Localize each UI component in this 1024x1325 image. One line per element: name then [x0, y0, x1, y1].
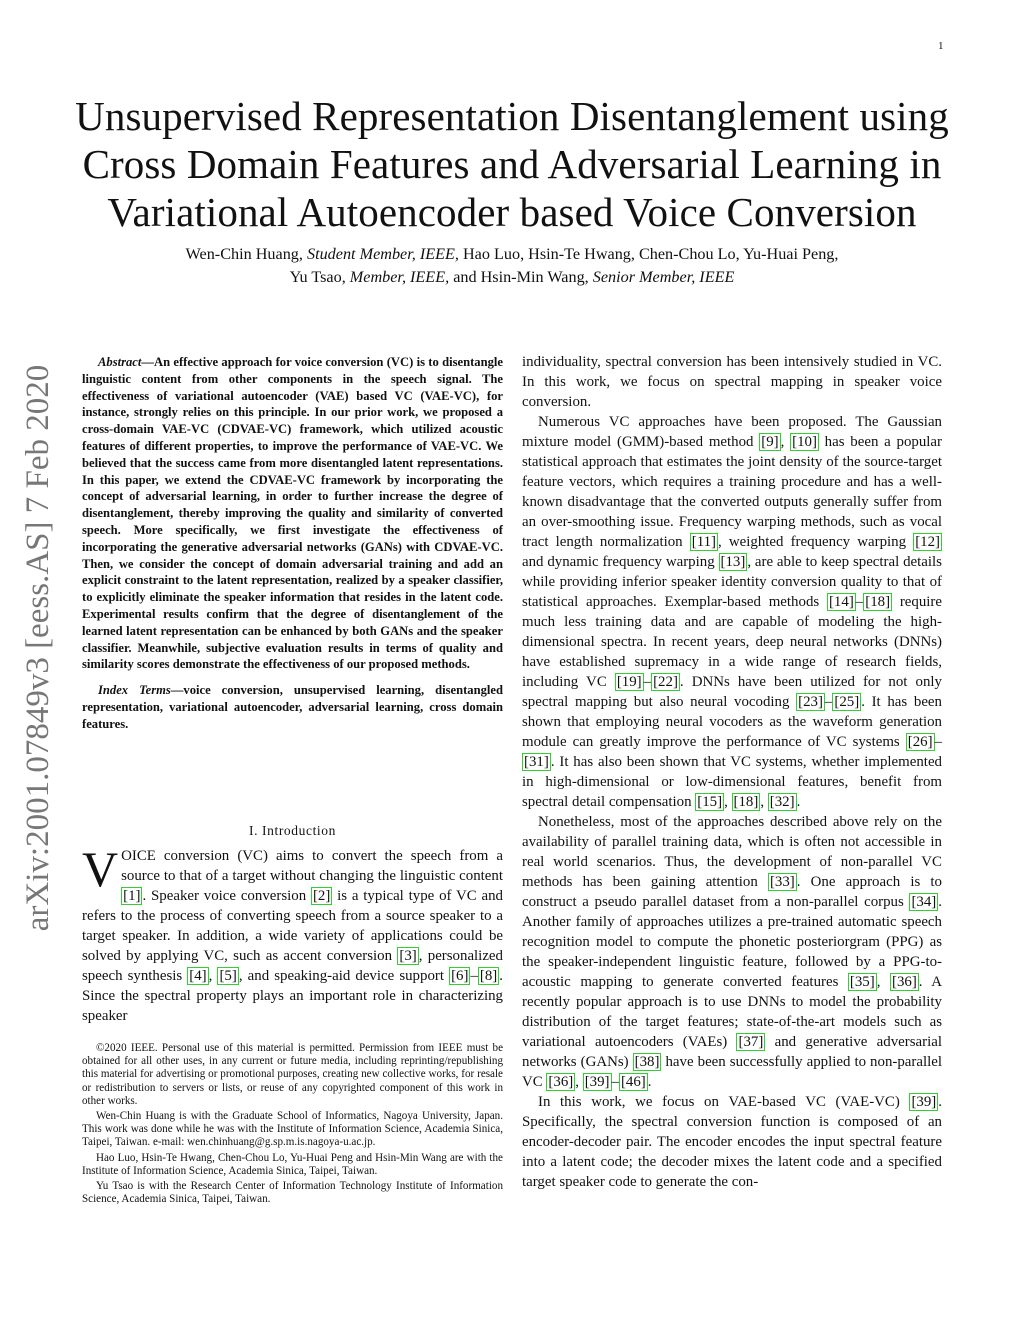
- body-text: ,: [760, 794, 768, 810]
- abstract-text: —An effective approach for voice conversion (VC) is to disentangle linguistic content from other components in the speech signal. The effectiveness of variational autoencoder (VAE) based VC (VAE-VC), for instance, strongly relies on this principle. In our prior work, we proposed a cross-domain VAE-VC (CDVAE-VC) framework, which utilized acoustic features of different properties, to improve the performance of VAE-VC. We believed that the success came from more disentangled latent representations. In this paper, we extend the CDVAE-VC framework by incorporating the concept of adversarial learning, in order to further increase the degree of disentanglement, thereby improving the quality and similarity of converted speech. More specifically, we first investigate the effectiveness of incorporating the generative adversarial networks (GANs) with CDVAE-VC. Then, we consider the concept of domain adversarial training and add an explicit constraint to the latent representation, realized by a speaker classifier, to explicitly eliminate the speaker information that resides in the latent code. Experimental results confirm that the degree of disentanglement of the learned latent representation can be enhanced by both GANs and the speaker classifier. Meanwhile, subjective evaluation results in terms of quality and similarity scores demonstrate the effectiveness of our proposed methods.: [82, 355, 503, 672]
- arxiv-identifier: arXiv:2001.07849v3 [eess.AS] 7 Feb 2020: [20, 364, 56, 932]
- index-terms-label: Index Terms: [98, 683, 171, 698]
- citation-link[interactable]: [6]: [451, 968, 469, 984]
- citation-link[interactable]: [2]: [312, 888, 331, 904]
- body-text: Numerous VC approaches have been proposed. The Gaussian mixture model (GMM)-based method: [522, 414, 942, 450]
- author-text: Wen-Chin Huang,: [185, 245, 307, 263]
- footnote-affiliation: Hao Luo, Hsin-Te Hwang, Chen-Chou Lo, Yu-Huai Peng and Hsin-Min Wang are with the Institute of Information Science, Academia Sinica, Taipei, Taiwan.: [82, 1151, 503, 1177]
- body-text: and dynamic frequency warping: [522, 554, 719, 570]
- body-text: ,: [724, 794, 732, 810]
- footnotes: [82, 1042, 503, 1208]
- body-text: –: [855, 594, 864, 610]
- citation-link[interactable]: [38]: [634, 1054, 660, 1070]
- citation-link[interactable]: [36]: [548, 1074, 574, 1090]
- citation-link[interactable]: [22]: [653, 674, 678, 690]
- abstract: [82, 354, 503, 733]
- author-list: [70, 243, 954, 289]
- citation-link[interactable]: [18]: [865, 594, 891, 610]
- author-membership: Senior Member, IEEE: [592, 268, 735, 286]
- body-text: is a typical type of VC and refers to the process of converting speech from a source speaker to a target speaker. In addition, a wide variety of applications could be solved by applying VC, such as accent conversion: [82, 888, 503, 964]
- footnote-affiliation: Wen-Chin Huang is with the Graduate School of Informatics, Nagoya University, Japan. This work was done while he was with the Institute of Information Science, Academia Sinica, Taipei, Taiwan. e-mail: wen.chinhuang@g.sp.m.is.nagoya-u.ac.jp.: [82, 1110, 503, 1149]
- body-text: –: [643, 674, 652, 690]
- citation-link[interactable]: [12]: [915, 534, 940, 550]
- body-text: In this work, we focus on VAE-based VC (VAE-VC): [538, 1094, 910, 1110]
- body-paragraph: individuality, spectral conversion has been intensively studied in VC. In this work, we focus on spectral mapping in speaker voice conversion.: [522, 354, 942, 410]
- body-text: , and speaking-aid device support: [238, 968, 450, 984]
- citation-link[interactable]: [19]: [616, 674, 642, 690]
- citation-link[interactable]: [31]: [524, 754, 549, 770]
- citation-link[interactable]: [4]: [189, 968, 207, 984]
- intro-paragraph: [82, 841, 504, 1026]
- author-membership: Student Member, IEEE,: [306, 245, 459, 263]
- citation-link[interactable]: [37]: [738, 1034, 764, 1050]
- arxiv-sidebar: [14, 348, 62, 948]
- body-text: have been successfully applied to non-parallel VC: [522, 1054, 942, 1090]
- body-text: . It has also been shown that VC systems, whether implemented in high-dimensional or low-dimensional features, benefit from spectral detail compensation: [522, 754, 942, 810]
- paper-title: Unsupervised Representation Disentanglement using Cross Domain Features and Adversarial Learning in Variational Autoencoder based Voice Conversion: [75, 93, 949, 235]
- body-text: . DNNs have been utilized for not only spectral mapping but also neural vocoding: [522, 674, 942, 710]
- author-membership: Member, IEEE,: [349, 268, 450, 286]
- body-text: .: [647, 1074, 652, 1090]
- body-text: . Specifically, the spectral conversion function is composed of an encoder-decoder pair. The encoder encodes the input spectral feature into a latent code; the decoder mixes the latent code and a specified target speaker code to generate the con-: [522, 1094, 942, 1190]
- citation-link[interactable]: [15]: [697, 794, 723, 810]
- dropcap: V: [82, 841, 119, 897]
- body-text: . Another family of approaches utilizes a pre-trained automatic speech recognition model to compute the phonetic posteriorgram (PPG) as the speaker-independent linguistic feature, followed by a PPG-to-acoustic mapping to generate converted features: [522, 894, 942, 990]
- citation-link[interactable]: [18]: [733, 794, 759, 810]
- body-text: , personalized speech synthesis: [82, 948, 503, 984]
- body-text: –: [470, 968, 478, 984]
- citation-link[interactable]: [8]: [479, 968, 498, 984]
- body-text: and generative adversarial networks (GANs): [522, 1034, 942, 1070]
- body-text: .: [796, 794, 801, 810]
- citation-link[interactable]: [9]: [761, 434, 779, 450]
- citation-link[interactable]: [33]: [769, 874, 795, 890]
- body-paragraph: [522, 812, 942, 1092]
- body-text: –: [934, 734, 942, 750]
- section-heading-introduction: I. Introduction: [249, 823, 336, 838]
- body-paragraph: [522, 1092, 942, 1192]
- author-text: and Hsin-Min Wang,: [449, 268, 593, 286]
- author-text: Yu Tsao,: [289, 268, 350, 286]
- body-text: ,: [575, 1074, 583, 1090]
- footnote-copyright: ©2020 IEEE. Personal use of this material is permitted. Permission from IEEE must be obtained for all other uses, in any current or future media, including reprinting/republishing this material for advertising or promotional purposes, creating new collective works, for resale or redistribution to servers or lists, or reuse of any copyrighted component of this work in other works.: [82, 1042, 503, 1107]
- citation-link[interactable]: [34]: [911, 894, 937, 910]
- citation-link[interactable]: [35]: [849, 974, 875, 990]
- citation-link[interactable]: [46]: [620, 1074, 646, 1090]
- body-text: , are able to keep spectral details while providing inferior speaker identity conversion quality to that of statistical approaches. Exemplar-based methods: [522, 554, 942, 610]
- citation-link[interactable]: [36]: [891, 974, 917, 990]
- index-terms-text: —voice conversion, unsupervised learning, disentangled representation, variational autoencoder, adversarial learning, cross domain features.: [82, 683, 503, 731]
- body-text: . A recently popular approach is to use DNNs to model the probability distribution of the target features; state-of-the-art models such as variational autoencoders (VAEs): [522, 974, 942, 1050]
- citation-link[interactable]: [11]: [691, 534, 717, 550]
- abstract-label: Abstract: [98, 355, 142, 369]
- body-text: –: [611, 1074, 619, 1090]
- citation-link[interactable]: [14]: [828, 594, 854, 610]
- citation-link[interactable]: [1]: [123, 888, 141, 904]
- citation-link[interactable]: [39]: [584, 1074, 610, 1090]
- body-text: ,: [876, 974, 890, 990]
- body-text: . It has been shown that employing neural vocoders as the waveform generation module can greatly improve the performance of VC systems: [522, 694, 942, 750]
- body-text: require much less training data and are capable of modeling the high-dimensional spectra. In recent years, deep neural networks (DNNs) have established supremacy in a wide range of research fields, including VC: [522, 594, 942, 690]
- citation-link[interactable]: [26]: [907, 734, 933, 750]
- body-text: . Since the spectral property plays an important role in characterizing speaker: [82, 968, 504, 1024]
- body-paragraph: [522, 412, 942, 812]
- citation-link[interactable]: [5]: [219, 968, 237, 984]
- citation-link[interactable]: [13]: [720, 554, 746, 570]
- body-text: –: [824, 694, 833, 710]
- body-text: ,: [780, 434, 791, 450]
- body-text: Nonetheless, most of the approaches described above rely on the availability of parallel training data, which is often not accessible in real world scenarios. Thus, the development of non-parallel VC methods has been gaining attention: [522, 814, 942, 890]
- citation-link[interactable]: [25]: [834, 694, 860, 710]
- body-text: , weighted frequency warping: [718, 534, 914, 550]
- page-number: 1: [938, 40, 944, 52]
- citation-link[interactable]: [23]: [798, 694, 823, 710]
- body-text: . Speaker voice conversion: [142, 888, 311, 904]
- citation-link[interactable]: [39]: [911, 1094, 937, 1110]
- body-text: . One approach is to construct a pseudo parallel dataset from a non-parallel corpus: [522, 874, 942, 910]
- citation-link[interactable]: [10]: [792, 434, 817, 450]
- footnote-affiliation: Yu Tsao is with the Research Center of Information Technology Institute of Information Science, Academia Sinica, Taipei, Taiwan.: [82, 1180, 503, 1206]
- body-text: OICE conversion (VC) aims to convert the speech from a source to that of a target without changing the linguistic content: [121, 848, 503, 884]
- right-column: [522, 352, 942, 1192]
- body-text: has been a popular statistical approach that estimates the joint density of the source-target feature vectors, which requires a training procedure and has a well-known disadvantage that the converted outputs generally suffer from an over-smoothing issue. Frequency warping methods, such as vocal tract length normalization: [522, 434, 942, 550]
- citation-link[interactable]: [3]: [399, 948, 417, 964]
- author-text: Hao Luo, Hsin-Te Hwang, Chen-Chou Lo, Yu-Huai Peng,: [458, 245, 839, 263]
- body-text: ,: [208, 968, 218, 984]
- citation-link[interactable]: [32]: [769, 794, 795, 810]
